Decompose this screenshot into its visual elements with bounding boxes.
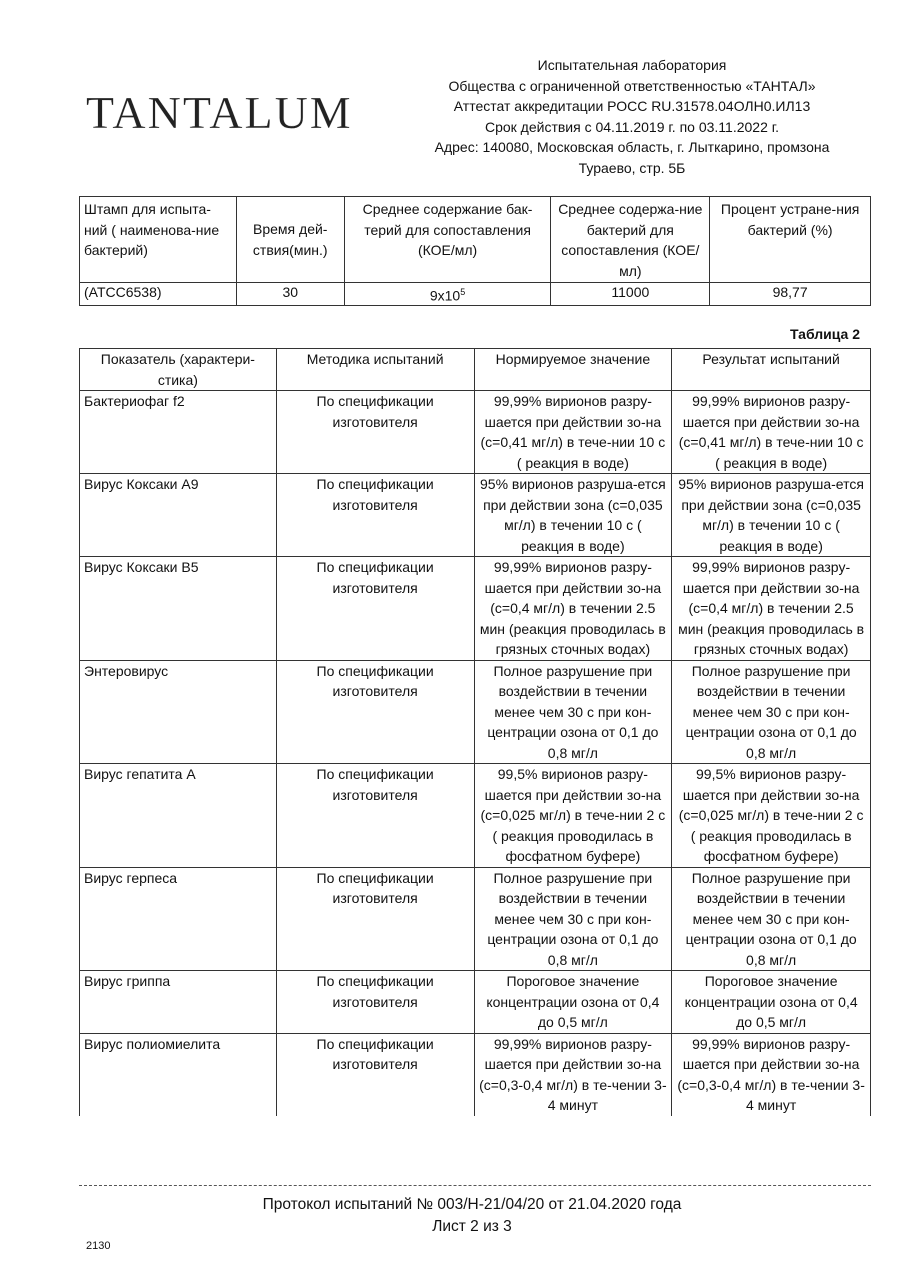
virus-table [79,348,871,1116]
lab-line: Срок действия с 04.11.2019 г. по 03.11.2022 г. [484,118,780,135]
cell-norm: 99,99% вирионов разру-шается при действии зо-на (с=0,41 мг/л) в тече-нии 10 с ( реакция в воде) [474,391,672,474]
header-mean1: Среднее содержание бак-терий для сопоставления (КОЕ/мл) [344,197,551,283]
cell-indicator: Вирус Коксаки А9 [80,474,277,557]
header-time-text: Время дей-ствия(мин.) [252,221,328,258]
cell-indicator: Вирус герпеса [80,867,277,971]
table-row [80,557,871,661]
cell-result: Полное разрушение при воздействии в течении менее чем 30 с при кон-центрации озона от 0,1 до 0,8 мг/л [672,660,871,764]
cell-method: По спецификации изготовителя [276,391,474,474]
table-row [80,660,871,764]
cell-norm: Полное разрушение при воздействии в течении менее чем 30 с при кон-центрации озона от 0,1 до 0,8 мг/л [474,660,672,764]
cell-result: Пороговое значение концентрации озона от 0,4 до 0,5 мг/л [672,971,871,1034]
cell-indicator: Энтеровирус [80,660,277,764]
cell-indicator: Вирус Коксаки В5 [80,557,277,661]
cell-mean2: 11000 [551,283,710,306]
lab-line: Тураево, стр. 5Б [578,159,686,176]
cell-norm: 95% вирионов разруша-ется при действии зона (с=0,035 мг/л) в течении 10 с ( реакция в воде) [474,474,672,557]
cell-mean1 [344,283,551,306]
bacteria-table [79,196,871,306]
cell-method: По спецификации изготовителя [276,867,474,971]
cell-indicator: Бактериофаг f2 [80,391,277,474]
cell-strain: (ATCC6538) [80,283,237,306]
cell-indicator: Вирус гепатита А [80,764,277,868]
cell-method: По спецификации изготовителя [276,764,474,868]
header-norm: Нормируемое значение [474,349,672,391]
protocol-footer: Протокол испытаний № 003/Н-21/04/20 от 21.04.2020 года [262,1196,682,1213]
header-method: Методика испытаний [276,349,474,391]
cell-method: По спецификации изготовителя [276,557,474,661]
cell-norm: Полное разрушение при воздействии в течении менее чем 30 с при кон-центрации озона от 0,1 до 0,8 мг/л [474,867,672,971]
cell-result: 99,99% вирионов разру-шается при действии зо-на (с=0,41 мг/л) в тече-нии 10 с ( реакция в воде) [672,391,871,474]
cell-method: По спецификации изготовителя [276,971,474,1034]
table-row [80,1033,871,1116]
sheet-number: Лист 2 из 3 [432,1218,512,1235]
table-row [80,867,871,971]
cell-percent: 98,77 [710,283,871,306]
lab-line: Аттестат аккредитации РОСС RU.31578.04ОЛН0.ИЛ13 [453,98,811,114]
mean1-exponent: 5 [460,287,466,297]
cell-result: 99,99% вирионов разру-шается при действии зо-на (с=0,4 мг/л) в течении 2.5 мин (реакция проводилась в грязных сточных водах) [672,557,871,661]
cell-result: 95% вирионов разруша-ется при действии зона (с=0,035 мг/л) в течении 10 с ( реакция в воде) [672,474,871,557]
header-result: Результат испытаний [672,349,871,391]
cell-method: По спецификации изготовителя [276,660,474,764]
mean1-base: 9x10 [429,287,461,304]
cell-indicator: Вирус полиомиелита [80,1033,277,1116]
lab-line: Адрес: 140080, Московская область, г. Лыткарино, промзона [434,139,830,155]
table-header-row [80,349,871,391]
header-indicator: Показатель (характери-стика) [80,349,277,391]
table-row [80,971,871,1034]
cell-method: По спецификации изготовителя [276,474,474,557]
table-header-row [80,197,871,283]
cell-norm: Пороговое значение концентрации озона от 0,4 до 0,5 мг/л [474,971,672,1034]
lab-header [405,55,859,178]
header-time [236,197,344,283]
table-row [80,283,871,306]
page-number: 2130 [86,1240,111,1252]
cell-result: Полное разрушение при воздействии в течении менее чем 30 с при кон-центрации озона от 0,1 до 0,8 мг/л [672,867,871,971]
company-logo: TANTALUM [86,87,353,138]
table-row [80,474,871,557]
lab-line: Испытательная лаборатория [537,57,727,73]
cell-norm: 99,5% вирионов разру-шается при действии зо-на (с=0,025 мг/л) в тече-нии 2 с ( реакция проводилась в фосфатном буфере) [474,764,672,868]
page-cut-line [79,1185,871,1186]
header-percent: Процент устране-ния бактерий (%) [710,197,871,283]
cell-result: 99,99% вирионов разру-шается при действии зо-на (с=0,3-0,4 мг/л) в те-чении 3-4 минут [672,1033,871,1116]
header-mean2: Среднее содержа-ние бактерий для сопоставления (КОЕ/мл) [551,197,710,283]
lab-line: Общества с ограниченной ответственностью «ТАНТАЛ» [448,77,816,94]
header-strain: Штамп для испыта-ний ( наименова-ние бактерий) [80,197,237,283]
table-row [80,764,871,868]
table2-caption: Таблица 2 [789,326,860,342]
cell-indicator: Вирус гриппа [80,971,277,1034]
cell-method: По спецификации изготовителя [276,1033,474,1116]
cell-time: 30 [236,283,344,306]
cell-result: 99,5% вирионов разру-шается при действии зо-на (с=0,025 мг/л) в тече-нии 2 с ( реакция проводилась в фосфатном буфере) [672,764,871,868]
cell-norm: 99,99% вирионов разру-шается при действии зо-на (с=0,4 мг/л) в течении 2.5 мин (реакция проводилась в грязных сточных водах) [474,557,672,661]
table-row [80,391,871,474]
cell-norm: 99,99% вирионов разру-шается при действии зо-на (с=0,3-0,4 мг/л) в те-чении 3-4 минут [474,1033,672,1116]
